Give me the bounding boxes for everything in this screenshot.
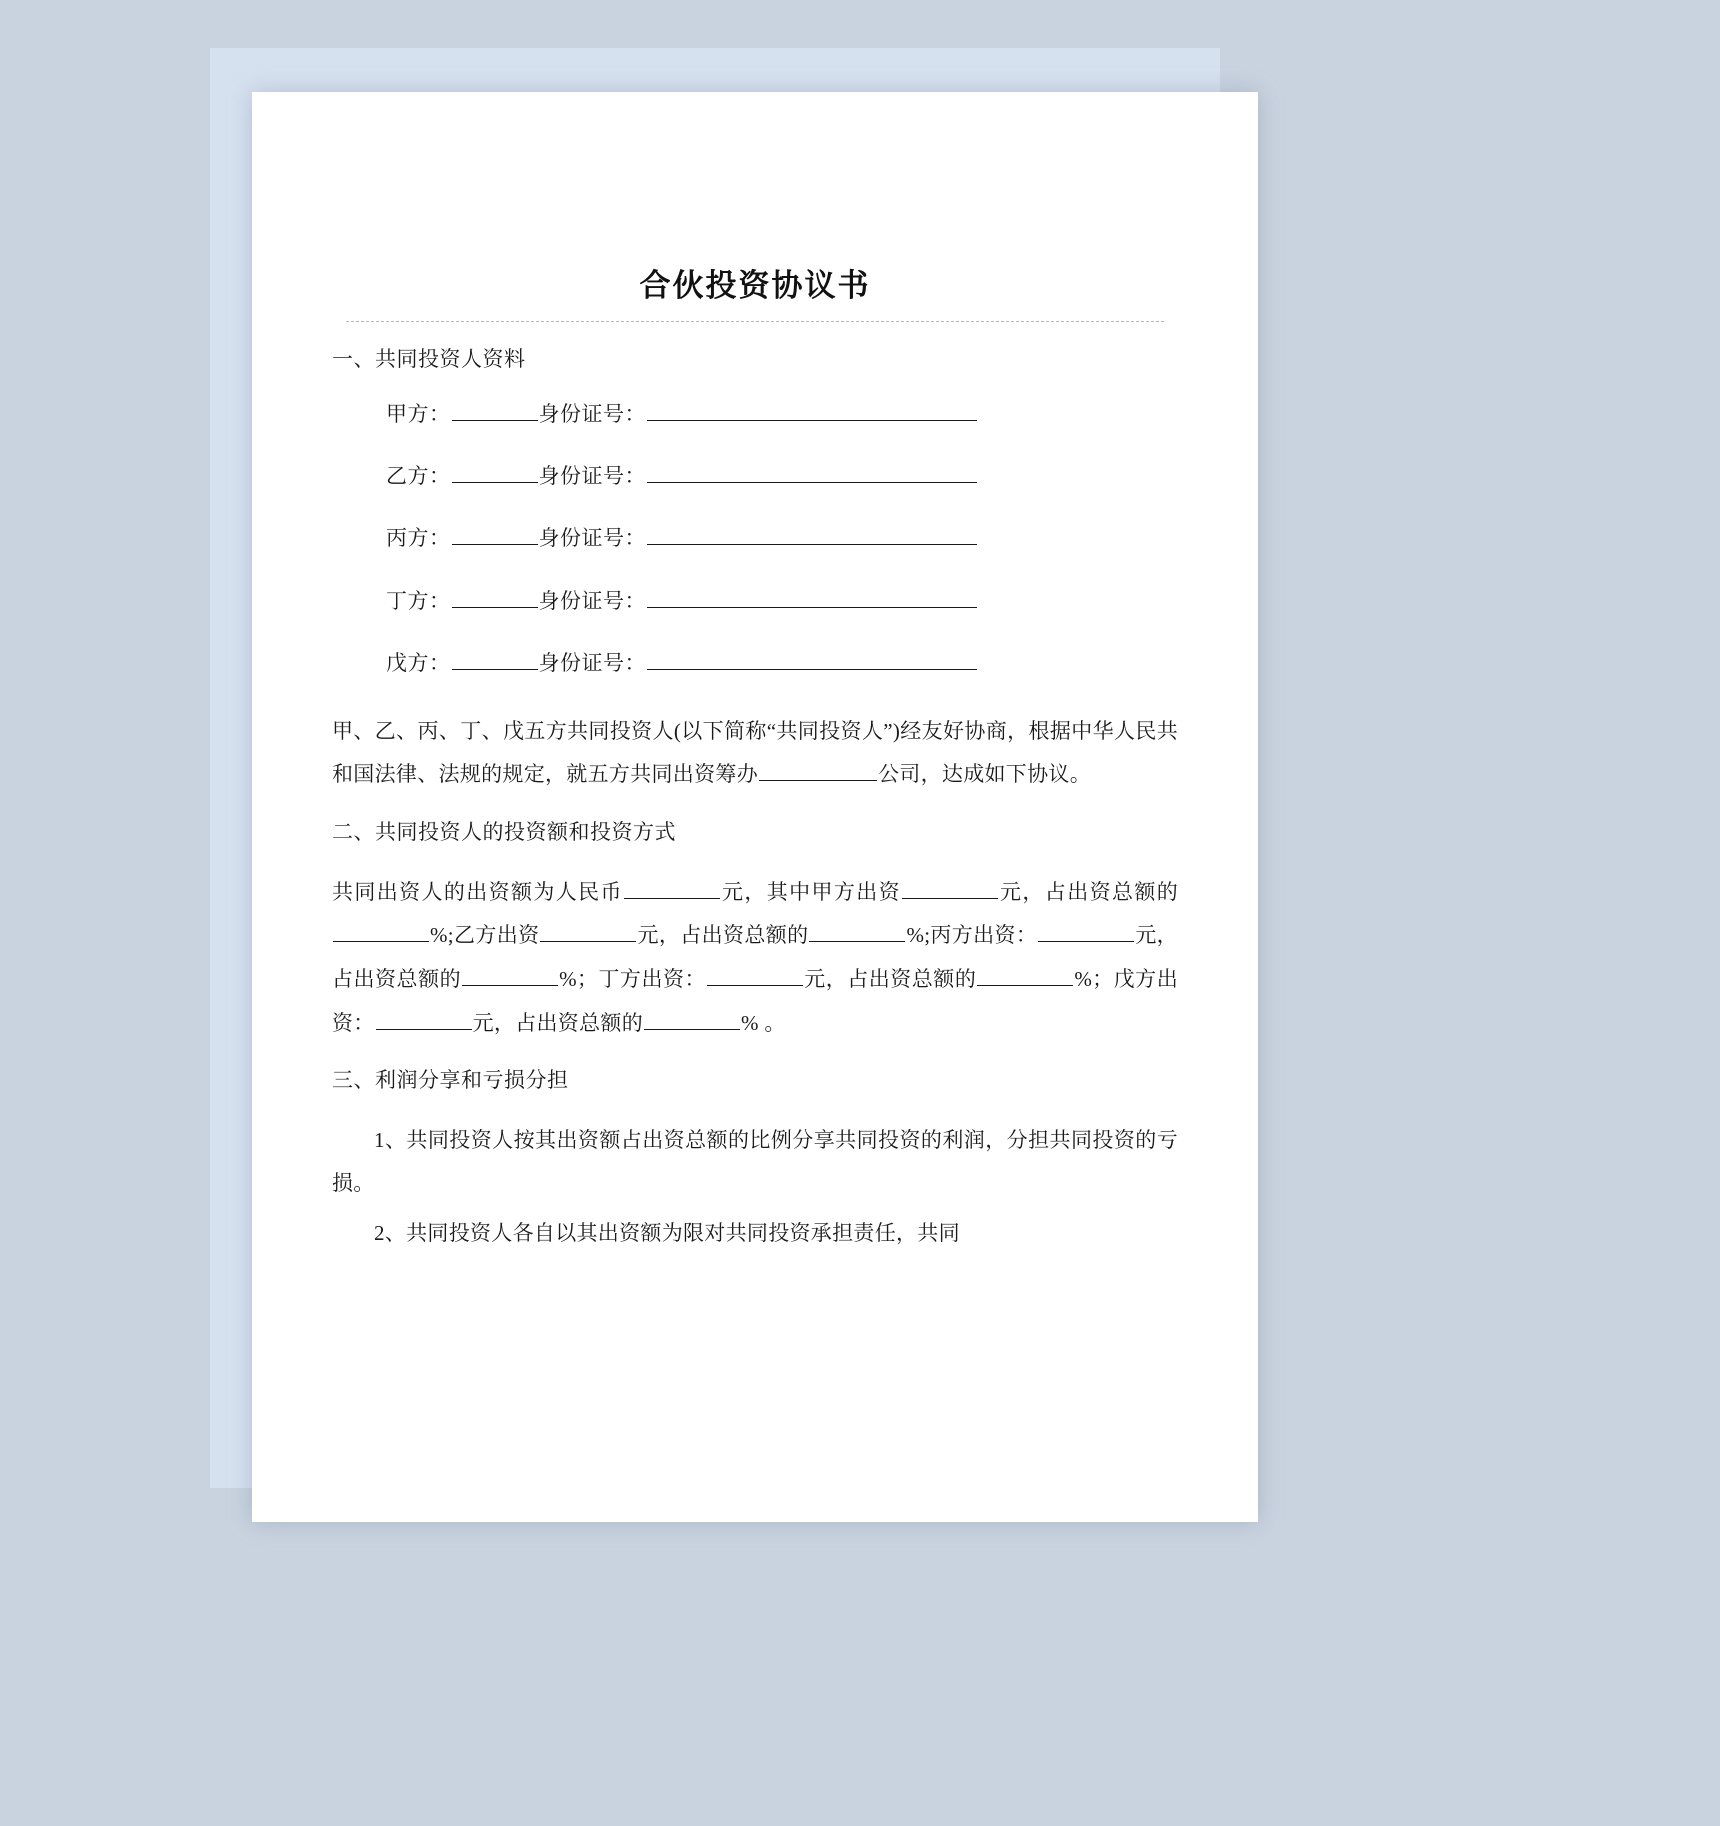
- clause-part-12: % 。: [741, 1010, 786, 1035]
- wu-percent-blank[interactable]: [644, 1007, 740, 1030]
- preamble-tail: 公司，达成如下协议。: [878, 762, 1091, 787]
- party-id-blank[interactable]: [647, 398, 977, 421]
- bing-amount-blank[interactable]: [1038, 919, 1134, 942]
- ding-amount-blank[interactable]: [707, 963, 803, 986]
- clause-part-8: %；丁方出资：: [559, 966, 706, 991]
- party-label-yi: 乙方：: [386, 463, 451, 488]
- id-label-bing: 身份证号：: [538, 526, 646, 551]
- party-id-blank[interactable]: [647, 585, 977, 608]
- party-row: [332, 585, 1178, 616]
- party-label-wu: 戊方：: [386, 651, 451, 676]
- document-content: [252, 92, 1258, 1262]
- clause-item: 2、共同投资人各自以其出资额为限对共同投资承担责任，共同: [374, 1221, 960, 1246]
- clause-part-1: 共同出资人的出资额为人民币: [332, 879, 623, 904]
- clause-part-2: 元，其中甲方出资: [720, 879, 901, 904]
- party-label-jia: 甲方：: [386, 401, 451, 426]
- id-label-wu: 身份证号：: [538, 651, 646, 676]
- clause-part-5: 元，占出资总额的: [637, 923, 809, 948]
- party-row: [332, 647, 1178, 678]
- spacer: [332, 1045, 1178, 1065]
- party-row: [332, 522, 1178, 553]
- party-name-blank[interactable]: [452, 460, 538, 483]
- id-label-yi: 身份证号：: [538, 463, 646, 488]
- company-name-blank[interactable]: [759, 758, 877, 781]
- investment-clause-paragraph: [332, 871, 1178, 1046]
- section-heading-3: 三、利润分享和亏损分担: [332, 1068, 569, 1093]
- total-amount-blank[interactable]: [624, 875, 720, 898]
- preamble-paragraph: [332, 710, 1178, 797]
- clause-item: 1、共同投资人按其出资额占出资总额的比例分享共同投资的利润，分担共同投资的亏损。: [332, 1127, 1178, 1196]
- preamble-lead: 甲、乙、丙、丁、戊五方共同投资人(以下简称“共同投资人”)经友好协商，根据中华人民共和国法律、法规的规定，就五方共同出资筹办: [332, 718, 1178, 787]
- wu-amount-blank[interactable]: [376, 1007, 472, 1030]
- section-heading-2: 二、共同投资人的投资额和投资方式: [332, 820, 676, 845]
- party-label-ding: 丁方：: [386, 588, 451, 613]
- party-row: [332, 398, 1178, 429]
- clause-part-4: %;乙方出资: [430, 923, 540, 948]
- title-divider: [346, 321, 1164, 322]
- clause-part-7: 元，占出资总额的: [332, 923, 1178, 991]
- party-label-bing: 丙方：: [386, 526, 451, 551]
- bing-percent-blank[interactable]: [462, 963, 558, 986]
- party-name-blank[interactable]: [452, 647, 538, 670]
- party-row: [332, 460, 1178, 491]
- jia-amount-blank[interactable]: [902, 875, 998, 898]
- spacer: [332, 797, 1178, 817]
- party-id-blank[interactable]: [647, 460, 977, 483]
- document-title: 合伙投资协议书: [639, 268, 871, 303]
- id-label-jia: 身份证号：: [538, 401, 646, 426]
- party-id-blank[interactable]: [647, 647, 977, 670]
- clause-part-9: 元，占出资总额的: [804, 966, 977, 991]
- clause-part-11: 元，占出资总额的: [472, 1010, 644, 1035]
- yi-amount-blank[interactable]: [540, 919, 636, 942]
- jia-percent-blank[interactable]: [333, 919, 429, 942]
- document-page: [252, 92, 1258, 1522]
- clause-part-3: 元，占出资总额的: [998, 879, 1178, 904]
- party-name-blank[interactable]: [452, 398, 538, 421]
- party-name-blank[interactable]: [452, 585, 538, 608]
- clause-part-10: %；戊方出资：: [332, 966, 1179, 1035]
- id-label-ding: 身份证号：: [538, 588, 646, 613]
- ding-percent-blank[interactable]: [977, 963, 1073, 986]
- party-id-blank[interactable]: [647, 522, 977, 545]
- yi-percent-blank[interactable]: [809, 919, 905, 942]
- clause-part-6: %;丙方出资：: [906, 923, 1038, 948]
- section-heading-1: 一、共同投资人资料: [332, 347, 526, 371]
- party-name-blank[interactable]: [452, 522, 538, 545]
